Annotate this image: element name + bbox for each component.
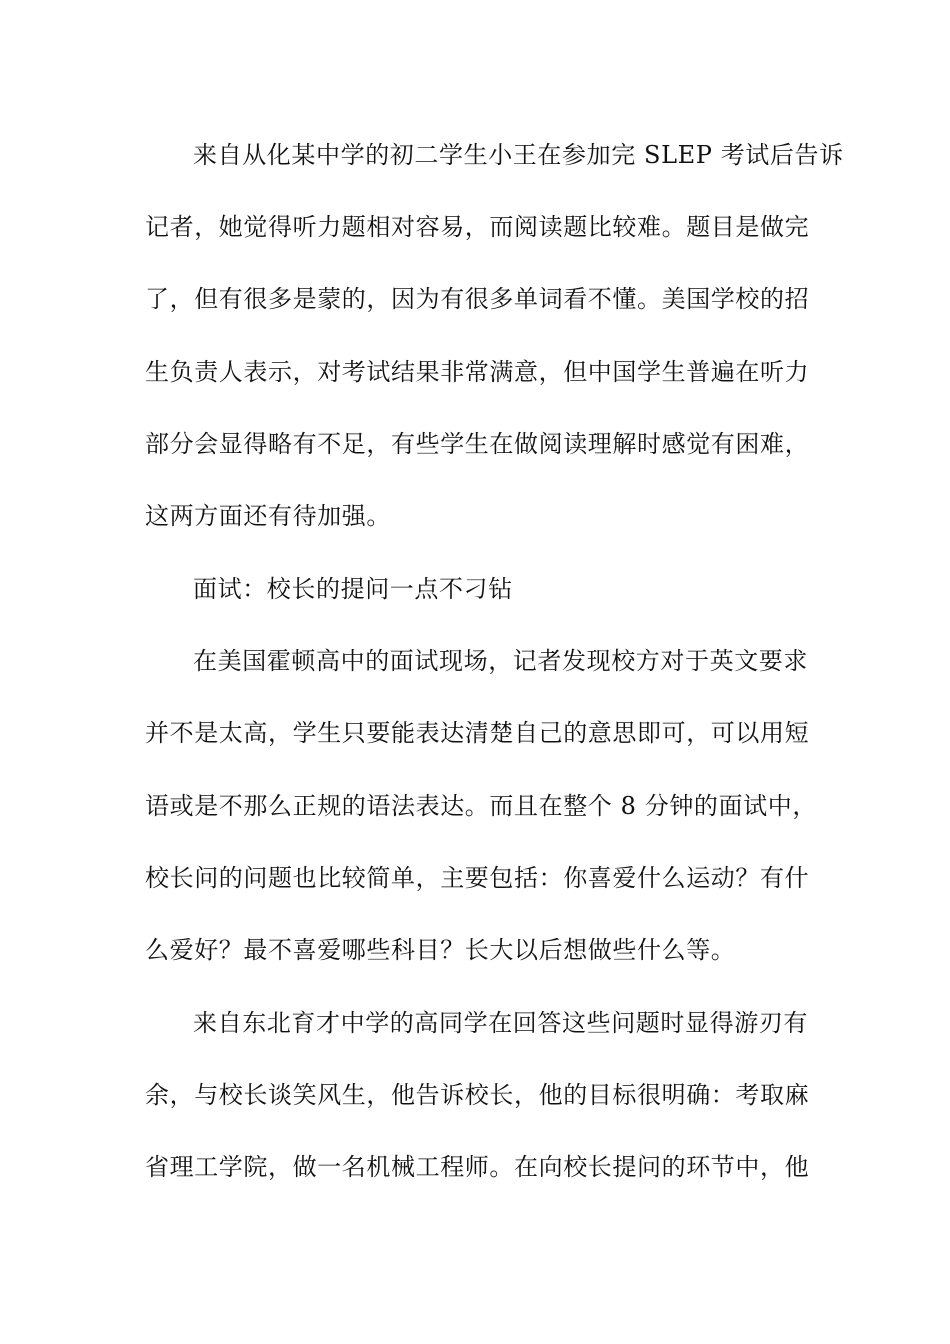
paragraph-3-line-2: 余，与校长谈笑风生，他告诉校长，他的目标很明确：考取麻 bbox=[145, 1081, 810, 1109]
section-heading: 面试：校长的提问一点不刁钻 bbox=[193, 575, 513, 603]
paragraph-2-line-2: 并不是太高，学生只要能表达清楚自己的意思即可，可以用短 bbox=[145, 719, 810, 747]
paragraph-1-line-3: 了，但有很多是蒙的，因为有很多单词看不懂。美国学校的招 bbox=[145, 285, 810, 313]
paragraph-2-line-3: 语或是不那么正规的语法表达。而且在整个 8 分钟的面试中， bbox=[145, 792, 817, 820]
paragraph-1-line-6: 这两方面还有待加强。 bbox=[145, 502, 391, 530]
paragraph-2-line-5: 么爱好？最不喜爱哪些科目？长大以后想做些什么等。 bbox=[145, 936, 736, 964]
paragraph-1-line-2: 记者，她觉得听力题相对容易，而阅读题比较难。题目是做完 bbox=[145, 213, 810, 241]
paragraph-3-line-1: 来自东北育才中学的高同学在回答这些问题时显得游刃有 bbox=[193, 1009, 808, 1037]
paragraph-3-line-3: 省理工学院，做一名机械工程师。在向校长提问的环节中，他 bbox=[145, 1153, 810, 1181]
paragraph-1-line-5: 部分会显得略有不足，有些学生在做阅读理解时感觉有困难， bbox=[145, 430, 810, 458]
paragraph-1-line-4: 生负责人表示，对考试结果非常满意，但中国学生普遍在听力 bbox=[145, 358, 810, 386]
paragraph-2-line-4: 校长问的问题也比较简单，主要包括：你喜爱什么运动？有什 bbox=[145, 864, 810, 892]
paragraph-2-line-1: 在美国霍顿高中的面试现场，记者发现校方对于英文要求 bbox=[193, 647, 808, 675]
paragraph-1-line-1: 来自从化某中学的初二学生小王在参加完 SLEP 考试后告诉 bbox=[193, 141, 844, 169]
